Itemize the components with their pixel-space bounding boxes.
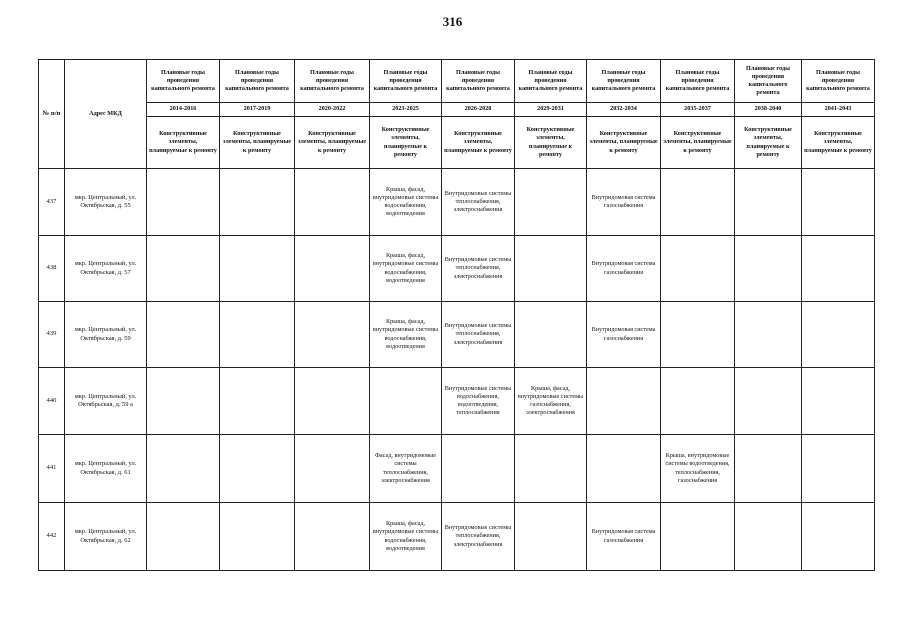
repair-elements-cell [515, 236, 587, 302]
repair-elements-cell: Крыша, фасад, внутридомовые системы водоснабжения, водоотведения [370, 236, 442, 302]
period-title: Плановые годы проведения капитального ремонта [802, 60, 875, 103]
repair-elements-cell [515, 435, 587, 503]
repair-elements-cell: Внутридомовые системы теплоснабжения, электроснабжения [442, 236, 515, 302]
repair-elements-cell [220, 236, 295, 302]
repair-elements-cell: Внутридомовая система газоснабжения [587, 302, 661, 368]
repair-elements-cell [295, 169, 370, 236]
repair-elements-cell [587, 435, 661, 503]
period-years: 2020-2022 [295, 103, 370, 117]
repair-elements-cell [220, 169, 295, 236]
table-row [39, 503, 875, 571]
repair-elements-cell [661, 169, 735, 236]
period-years: 2014-2016 [147, 103, 220, 117]
repair-elements-cell [295, 302, 370, 368]
period-title: Плановые годы проведения капитального ремонта [735, 60, 802, 103]
repair-elements-cell: Крыша, фасад, внутридомовые системы газоснабжения, электроснабжения [515, 368, 587, 435]
period-subtitle: Конструктивные элементы, планируемые к ремонту [735, 117, 802, 169]
repair-elements-cell [587, 368, 661, 435]
column-header-address: Адрес МКД [65, 60, 147, 169]
period-title: Плановые годы проведения капитального ремонта [587, 60, 661, 103]
row-address: мкр. Центральный, ул. Октябрьская, д. 57 [65, 236, 147, 302]
column-header-number: № п/п [39, 60, 65, 169]
repair-elements-cell: Внутридомовые системы теплоснабжения, электроснабжения [442, 169, 515, 236]
repair-elements-cell [442, 435, 515, 503]
repair-elements-cell: Крыша, фасад, внутридомовые системы водоснабжения, водоотведения [370, 503, 442, 571]
period-years: 2038-2040 [735, 103, 802, 117]
repair-elements-cell [295, 503, 370, 571]
repair-elements-cell [735, 435, 802, 503]
repair-elements-cell [295, 368, 370, 435]
period-title: Плановые годы проведения капитального ремонта [515, 60, 587, 103]
row-address: мкр. Центральный, ул. Октябрьская, д. 55 [65, 169, 147, 236]
period-title: Плановые годы проведения капитального ремонта [442, 60, 515, 103]
row-number: 439 [39, 302, 65, 368]
repair-elements-cell [735, 368, 802, 435]
repair-elements-cell [802, 236, 875, 302]
row-number: 442 [39, 503, 65, 571]
repair-elements-cell [661, 503, 735, 571]
repair-elements-cell [515, 503, 587, 571]
repair-elements-cell: Внутридомовая система газоснабжения [587, 503, 661, 571]
row-number: 440 [39, 368, 65, 435]
repair-elements-cell [661, 302, 735, 368]
row-number: 437 [39, 169, 65, 236]
period-subtitle: Конструктивные элементы, планируемые к ремонту [442, 117, 515, 169]
repair-elements-cell [515, 302, 587, 368]
period-subtitle: Конструктивные элементы, планируемые к ремонту [661, 117, 735, 169]
row-address: мкр. Центральный, ул. Октябрьская, д. 62 [65, 503, 147, 571]
period-years: 2017-2019 [220, 103, 295, 117]
repair-elements-cell [295, 435, 370, 503]
repair-elements-cell [220, 435, 295, 503]
repair-elements-cell [735, 236, 802, 302]
repair-elements-cell: Внутридомовые системы теплоснабжения, электроснабжения [442, 302, 515, 368]
table-row [39, 236, 875, 302]
period-subtitle: Конструктивные элементы, планируемые к ремонту [295, 117, 370, 169]
repair-elements-cell [220, 503, 295, 571]
period-subtitle: Конструктивные элементы, планируемые к ремонту [370, 117, 442, 169]
period-years: 2035-2037 [661, 103, 735, 117]
repair-elements-cell [147, 435, 220, 503]
table-row [39, 435, 875, 503]
repair-elements-cell [735, 302, 802, 368]
repair-elements-cell [220, 368, 295, 435]
repair-elements-cell [370, 368, 442, 435]
row-address: мкр. Центральный, ул. Октябрьская, д. 61 [65, 435, 147, 503]
repair-elements-cell: Крыша, фасад, внутридомовые системы водоснабжения, водоотведения [370, 302, 442, 368]
repair-elements-cell [802, 169, 875, 236]
period-years: 2029-2031 [515, 103, 587, 117]
repair-elements-cell [802, 435, 875, 503]
repair-elements-cell: Фасад, внутридомовые системы теплоснабжения, электроснабжения [370, 435, 442, 503]
row-address: мкр. Центральный, ул. Октябрьская, д. 59 [65, 302, 147, 368]
period-years: 2032-2034 [587, 103, 661, 117]
table-row [39, 368, 875, 435]
repair-elements-cell [147, 236, 220, 302]
period-title: Плановые годы проведения капитального ремонта [370, 60, 442, 103]
repair-elements-cell [147, 368, 220, 435]
repair-elements-cell [147, 169, 220, 236]
page-number: 316 [442, 14, 463, 29]
period-subtitle: Конструктивные элементы, планируемые к ремонту [587, 117, 661, 169]
repair-elements-cell [220, 302, 295, 368]
repair-elements-cell [147, 302, 220, 368]
period-title: Плановые годы проведения капитального ремонта [295, 60, 370, 103]
repair-elements-cell [802, 368, 875, 435]
repair-elements-cell [515, 169, 587, 236]
table-row [39, 169, 875, 236]
period-subtitle: Конструктивные элементы, планируемые к ремонту [515, 117, 587, 169]
row-number: 441 [39, 435, 65, 503]
repair-elements-cell [661, 236, 735, 302]
repair-elements-cell [802, 503, 875, 571]
period-years: 2026-2028 [442, 103, 515, 117]
repair-elements-cell: Крыша, внутридомовые системы водоотведения, теплоснабжения, газоснабжения [661, 435, 735, 503]
repair-elements-cell [147, 503, 220, 571]
repair-elements-cell [735, 169, 802, 236]
repair-elements-cell [735, 503, 802, 571]
period-title: Плановые годы проведения капитального ремонта [661, 60, 735, 103]
row-number: 438 [39, 236, 65, 302]
repair-elements-cell: Внутридомовые системы водоснабжения, водоотведения, теплоснабжения [442, 368, 515, 435]
period-years: 2023-2025 [370, 103, 442, 117]
period-subtitle: Конструктивные элементы, планируемые к ремонту [147, 117, 220, 169]
repair-elements-cell [802, 302, 875, 368]
period-subtitle: Конструктивные элементы, планируемые к ремонту [802, 117, 875, 169]
period-years: 2041-2043 [802, 103, 875, 117]
repair-elements-cell: Внутридомовая система газоснабжения [587, 169, 661, 236]
repair-elements-cell [295, 236, 370, 302]
row-address: мкр. Центральный, ул. Октябрьская, д. 59 а [65, 368, 147, 435]
period-title: Плановые годы проведения капитального ремонта [220, 60, 295, 103]
period-title: Плановые годы проведения капитального ремонта [147, 60, 220, 103]
repair-elements-cell [661, 368, 735, 435]
period-subtitle: Конструктивные элементы, планируемые к ремонту [220, 117, 295, 169]
repair-elements-cell: Внутридомовые системы теплоснабжения, электроснабжения [442, 503, 515, 571]
repair-elements-cell: Крыша, фасад, внутридомовые системы водоснабжения, водоотведения [370, 169, 442, 236]
repair-schedule-table [38, 59, 875, 571]
repair-elements-cell: Внутридомовая система газоснабжения [587, 236, 661, 302]
table-row [39, 302, 875, 368]
